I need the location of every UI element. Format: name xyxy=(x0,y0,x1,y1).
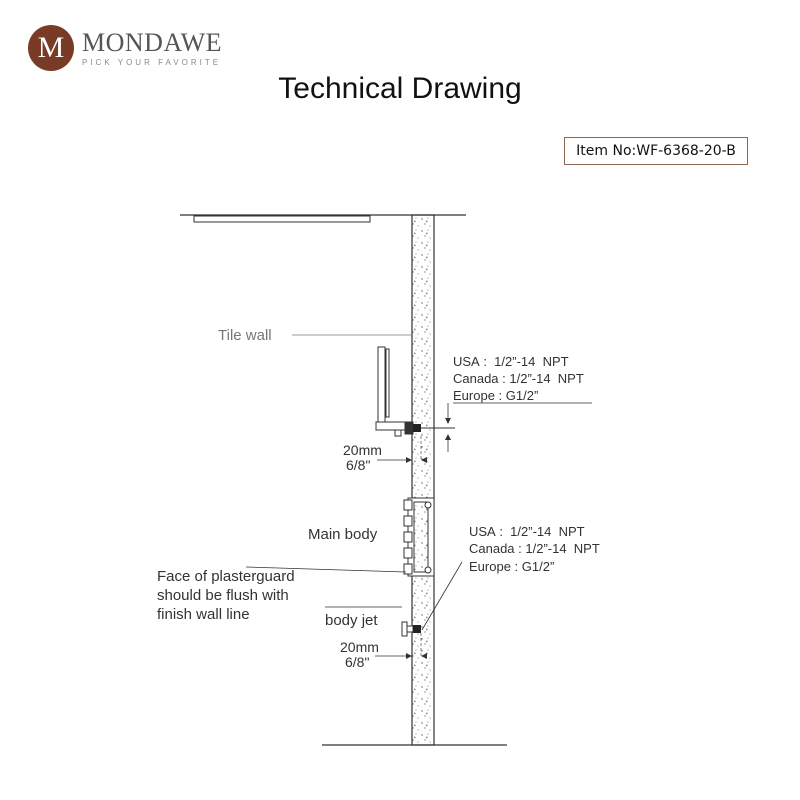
body-jet-connector xyxy=(413,625,421,633)
rain-shower-head xyxy=(194,216,370,222)
plasterguard-note-line3: finish wall line xyxy=(157,606,250,623)
lower-spec-usa: USA : 1/2”-14 NPT xyxy=(469,524,585,539)
lower-offset-inch: 6/8" xyxy=(345,654,370,670)
plasterguard-note-line2: should be flush with xyxy=(157,587,289,604)
hand-shower xyxy=(376,347,413,436)
lower-spec-canada: Canada : 1/2”-14 NPT xyxy=(469,541,600,556)
upper-outlet-connector xyxy=(413,424,421,432)
main-body-label: Main body xyxy=(308,526,378,543)
upper-offset-mm: 20mm xyxy=(343,442,382,458)
body-jet xyxy=(402,622,413,636)
tile-wall-label: Tile wall xyxy=(218,327,272,344)
lower-dim-arrow xyxy=(406,653,412,659)
brand-name: MONDAWE xyxy=(82,28,223,57)
upper-spec-arrow-up xyxy=(445,434,451,440)
upper-offset-inch: 6/8" xyxy=(346,457,371,473)
plasterguard-note-line1: Face of plasterguard xyxy=(157,568,295,585)
logo-letter: M xyxy=(37,31,65,64)
page-title: Technical Drawing xyxy=(278,72,522,105)
lower-spec-europe: Europe : G1/2” xyxy=(469,559,555,574)
upper-spec-europe: Europe : G1/2” xyxy=(453,388,539,403)
upper-spec-usa: USA : 1/2”-14 NPT xyxy=(453,354,569,369)
main-body-valve xyxy=(404,498,434,576)
tile-wall xyxy=(412,215,434,745)
lower-offset-mm: 20mm xyxy=(340,639,379,655)
upper-spec-arrow-down xyxy=(445,418,451,424)
body-jet-label: body jet xyxy=(325,612,378,629)
upper-dim-arrow xyxy=(406,457,412,463)
brand-tagline: PICK YOUR FAVORITE xyxy=(82,58,222,67)
upper-spec-canada: Canada : 1/2”-14 NPT xyxy=(453,371,584,386)
item-number-box: Item No:WF-6368-20-B xyxy=(564,137,748,165)
